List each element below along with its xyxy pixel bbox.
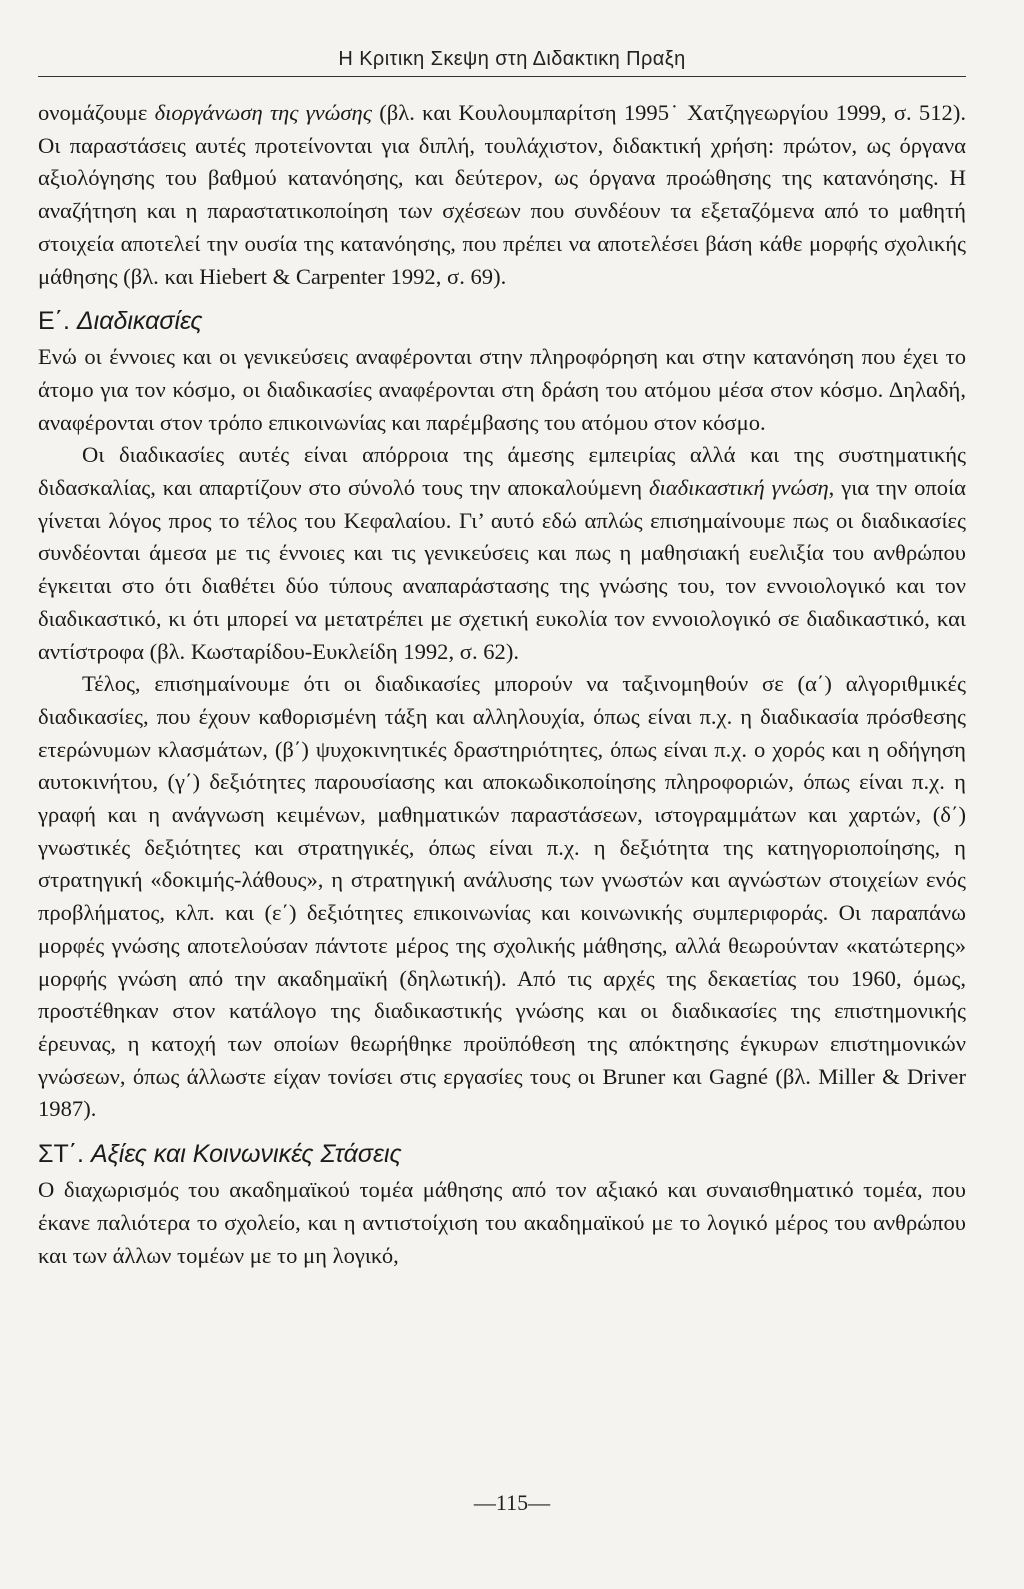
text-run: Οι διαδικασίες αυτές είναι απόρροια της άμεσης εμπειρίας αλλά και της συστηματικής διδασκαλίας, και απαρτίζουν στο σύνολό τους την αποκαλούμενη xyxy=(38,442,966,501)
section-heading-e xyxy=(38,305,966,337)
text-run: , για την οποία γίνεται λόγος προς το τέλος του Κεφαλαίου. Γι’ αυτό εδώ απλώς επισημαίνουμε πως οι διαδικασίες συνδέονται άμεσα με τις έννοιες και τις γενικεύσεις και πως η μαθησιακή ευελιξία του ανθρώπου έγκειται στο ότι διαθέτει δύο τύπους αναπαράστασης της γνώσης του, τον εννοιολογικό και τον διαδικαστικό, κι ότι μπορεί να μετατρέπει με σχετική ευκολία τον εννοιολογικό σε διαδικαστικό, και αντίστροφα (βλ. Κωσταρίδου-Ευκλείδη 1992, σ. 62). xyxy=(38,475,966,664)
italic-term: διαδικαστική γνώση xyxy=(649,475,829,501)
italic-term: διοργάνωση της γνώσης xyxy=(154,100,372,125)
intro-paragraph xyxy=(38,97,966,293)
paragraph: Τέλος, επισημαίνουμε ότι οι διαδικασίες μπορούν να ταξινομηθούν σε (α΄) αλγοριθμικές διαδικασίες, που έχουν καθορισμένη τάξη και αλληλουχία, όπως είναι π.χ. η διαδικασία πρόσθεσης ετερώνυμων κλασμάτων, (β΄) ψυχοκινητικές δραστηριότητες, όπως είναι π.χ. ο χορός και η οδήγηση αυτοκινήτου, (γ΄) δεξιότητες παρουσίασης και αποκωδικοποίησης πληροφοριών, όπως είναι π.χ. η γραφή και η ανάγνωση κειμένων, μαθηματικών παραστάσεων, ιστογραμμάτων και χαρτών, (δ΄) γνωστικές δεξιότητες και στρατηγικές, όπως είναι π.χ. η δεξιότητα της κατηγοριοποίησης, η στρατηγική «δοκιμής-λάθους», η στρατηγική ανάλυσης των γνωστών και αγνώστων στοιχείων ενός προβλήματος, κλπ. και (ε΄) δεξιότητες επικοινωνίας και κοινωνικής συμπεριφοράς. Οι παραπάνω μορφές γνώσης αποτελούσαν πάντοτε μέρος της σχολικής μάθησης, αλλά θεωρούνταν «κατώτερης» μορφής γνώση από την ακαδημαϊκή (δηλωτική). Από τις αρχές της δεκαετίας του 1960, όμως, προστέθηκαν στον κατάλογο της διαδικαστικής γνώσης και οι διαδικασίες της επιστημονικής έρευνας, η κατοχή των οποίων θεωρήθηκε προϋπόθεση της απόκτησης έγκυρων επιστημονικών γνώσεων, όπως άλλωστε είχαν τονίσει στις εργασίες τους οι Bruner και Gagné (βλ. Miller & Driver 1987). xyxy=(38,671,966,1122)
section-number: ΣΤ΄. xyxy=(38,1140,84,1169)
running-head: Η Κριτικη Σκεψη στη Διδακτικη Πραξη xyxy=(338,48,686,70)
section-title: Διαδικασίες xyxy=(76,307,203,336)
section-title: Αξίες και Κοινωνικές Στάσεις xyxy=(90,1140,402,1169)
page-number: —115— xyxy=(473,1490,551,1515)
header-rule xyxy=(38,76,966,77)
paragraph xyxy=(38,439,966,668)
page-body xyxy=(38,97,966,1272)
text-run: (βλ. και Κουλουμπαρίτση 1995˙ Χατζηγεωργίου 1999, σ. 512). Οι παραστάσεις αυτές προτείνονται για διπλή, τουλάχιστον, διδακτική χρήση: πρώτον, ως όργανα αξιολόγησης του βαθμού κατανόησης, και δεύτερον, ως όργανα προώθησης της κατανόησης. Η αναζήτηση και η παραστατικοποίηση των σχέσεων που συνδέουν τα εξεταζόμενα από το μαθητή στοιχεία αποτελεί την ουσία της κατανόησης, που πρέπει να αποτελέσει βάση κάθε μορφής σχολικής μάθησης (βλ. και Hiebert & Carpenter 1992, σ. 69). xyxy=(38,100,966,289)
paragraph: Ενώ οι έννοιες και οι γενικεύσεις αναφέρονται στην πληροφόρηση και στην κατανόηση που έχει το άτομο για τον κόσμο, οι διαδικασίες αναφέρονται στη δράση του ατόμου μέσα στον κόσμο. Δηλαδή, αναφέρονται στον τρόπο επικοινωνίας και παρέμβασης του ατόμου στον κόσμο. xyxy=(38,344,966,435)
text-run: ονομάζουμε xyxy=(38,100,155,125)
paragraph: Ο διαχωρισμός του ακαδημαϊκού τομέα μάθησης από τον αξιακό και συναισθηματικό τομέα, που έκανε παλιότερα το σχολείο, και η αντιστοίχιση του ακαδημαϊκού με το λογικό μέρος του ανθρώπου και των άλλων τομέων με το μη λογικό, xyxy=(38,1177,966,1268)
section-heading-st xyxy=(38,1138,966,1170)
section-number: Ε΄. xyxy=(38,307,70,336)
